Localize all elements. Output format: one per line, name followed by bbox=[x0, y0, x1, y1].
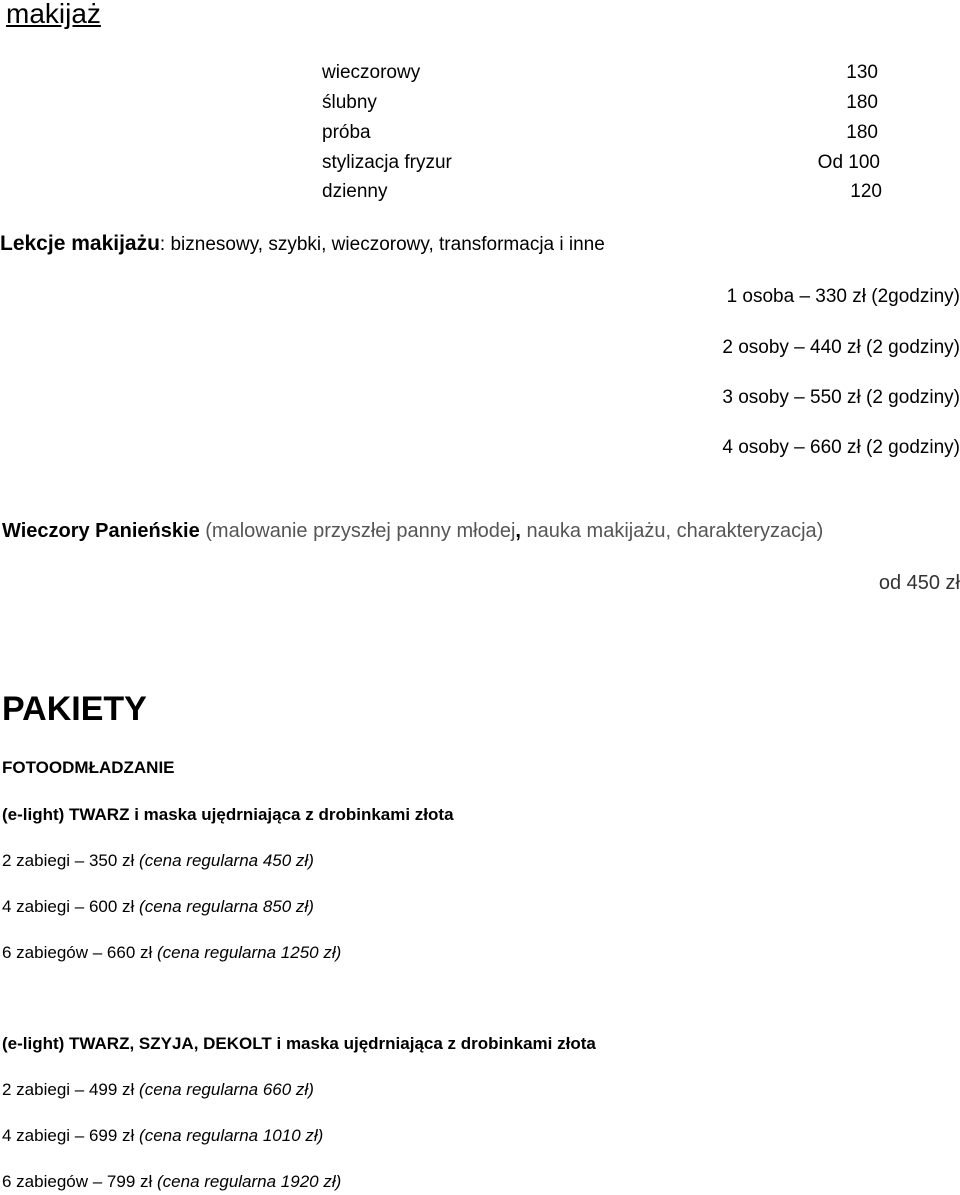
makeup-item-price: 130 bbox=[846, 62, 878, 83]
makeup-item-name: wieczorowy bbox=[322, 62, 421, 83]
package-row bbox=[2, 897, 314, 917]
package-row-regular-price: (cena regularna 1920 zł) bbox=[157, 1172, 342, 1191]
package-title: (e-light) TWARZ i maska ujędrniająca z drobinkami złota bbox=[2, 805, 454, 824]
package-row bbox=[2, 851, 314, 871]
lesson-price-row: 1 osoba – 330 zł (2godziny) bbox=[726, 286, 960, 307]
makeup-item-price: Od 100 bbox=[817, 152, 880, 173]
makeup-item-price: 180 bbox=[846, 92, 878, 113]
package-title: (e-light) TWARZ, SZYJA, DEKOLT i maska ujędrniająca z drobinkami złota bbox=[2, 1034, 596, 1053]
makeup-item-name: próba bbox=[322, 122, 371, 143]
lessons-heading: Lekcje makijażu bbox=[0, 232, 160, 255]
lesson-price-row: 2 osoby – 440 zł (2 godziny) bbox=[722, 337, 960, 358]
package-row-regular-price: (cena regularna 1250 zł) bbox=[157, 943, 342, 962]
package-row-price: 4 zabiegi – 600 zł bbox=[2, 897, 140, 916]
package-row-regular-price: (cena regularna 1010 zł) bbox=[139, 1126, 324, 1145]
package-row bbox=[2, 1172, 341, 1192]
package-row-price: 2 zabiegi – 499 zł bbox=[2, 1080, 140, 1099]
lesson-price-row: 3 osoby – 550 zł (2 godziny) bbox=[722, 387, 960, 408]
lessons-types: : biznesowy, szybki, wieczorowy, transformacja i inne bbox=[159, 234, 605, 255]
package-row-price: 6 zabiegów – 660 zł bbox=[2, 943, 157, 962]
package-row bbox=[2, 1080, 314, 1100]
hen-party-desc-a: (malowanie przyszłej panny młodej bbox=[199, 520, 516, 542]
package-row-price: 4 zabiegi – 699 zł bbox=[2, 1126, 140, 1145]
makeup-item-name: stylizacja fryzur bbox=[322, 152, 452, 173]
makeup-item-name: dzienny bbox=[322, 181, 388, 202]
package-row-price: 6 zabiegów – 799 zł bbox=[2, 1172, 157, 1191]
lessons-heading-line bbox=[0, 232, 605, 256]
makeup-item-price: 120 bbox=[850, 181, 882, 202]
packages-heading: PAKIETY bbox=[2, 690, 147, 728]
package-row-regular-price: (cena regularna 850 zł) bbox=[139, 897, 314, 916]
hen-party-comma: , bbox=[515, 520, 521, 542]
makeup-item-name: ślubny bbox=[322, 92, 377, 113]
package-row bbox=[2, 1126, 323, 1146]
hen-party-desc-b: nauka makijażu, charakteryzacja) bbox=[520, 520, 824, 542]
page-title: makijaż bbox=[6, 0, 101, 29]
makeup-item-price: 180 bbox=[846, 122, 878, 143]
photorejuvenation-heading: FOTOODMŁADZANIE bbox=[2, 758, 175, 777]
package-row-regular-price: (cena regularna 450 zł) bbox=[139, 851, 314, 870]
lesson-price-row: 4 osoby – 660 zł (2 godziny) bbox=[722, 437, 960, 458]
package-row-regular-price: (cena regularna 660 zł) bbox=[139, 1080, 314, 1099]
hen-party-price: od 450 zł bbox=[878, 572, 960, 594]
hen-party-line bbox=[2, 520, 823, 543]
package-row bbox=[2, 943, 341, 963]
package-row-price: 2 zabiegi – 350 zł bbox=[2, 851, 140, 870]
hen-party-heading: Wieczory Panieńskie bbox=[2, 520, 200, 542]
